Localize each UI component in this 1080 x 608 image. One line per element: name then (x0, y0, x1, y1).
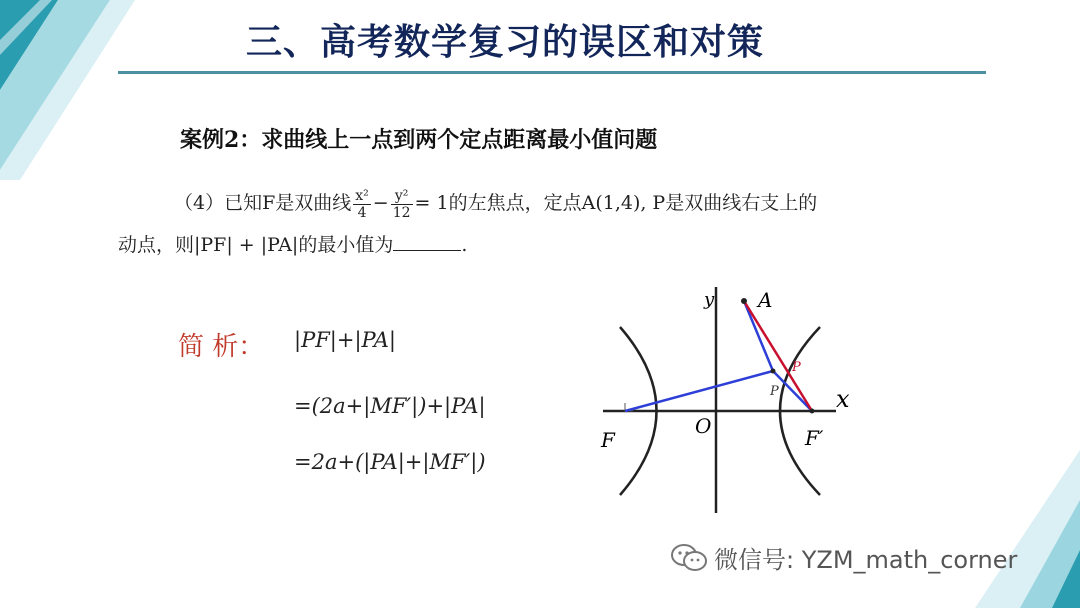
hyperbola-figure (598, 285, 858, 520)
case-title: 案例2：求曲线上一点到两个定点距离最小值问题 (180, 127, 658, 153)
segment-F-P (625, 371, 773, 411)
point-F2 (810, 409, 815, 414)
point-A (741, 298, 747, 304)
wechat-icon (670, 543, 708, 573)
analysis-step-1: |PF|+|PA| (294, 328, 396, 352)
label-y: y (704, 289, 715, 310)
footer-watermark (670, 540, 1017, 575)
fraction-y-numerator: y² (391, 188, 413, 205)
label-F: F (601, 428, 615, 452)
page-title: 三、高考数学复习的误区和对策 (246, 22, 765, 63)
title-divider (118, 71, 986, 74)
answer-blank (393, 236, 461, 251)
label-A: A (758, 288, 773, 312)
label-P-red: P (792, 360, 801, 375)
problem-part1: （4）已知F是双曲线 (174, 192, 352, 214)
label-x: x (836, 385, 850, 413)
label-F-prime: F′ (805, 426, 824, 450)
problem-text (118, 182, 938, 266)
problem-part2: = 1的左焦点，定点A(1,4), P是双曲线右支上的 (414, 192, 818, 214)
fraction-y (391, 188, 413, 221)
problem-end: . (461, 234, 468, 256)
analysis-step-3: =2a+(|PA|+|MF′|) (294, 450, 486, 474)
point-P (771, 369, 776, 374)
footer-text: 微信号: YZM_math_corner (714, 546, 1018, 574)
label-P-black: P (770, 384, 779, 399)
problem-line2: 动点，则|PF| + |PA|的最小值为 (118, 234, 394, 256)
fraction-x (353, 188, 371, 221)
bottom-right-decoration (960, 430, 1080, 608)
fraction-x-numerator: x² (355, 187, 369, 204)
analysis-step-2: =(2a+|MF′|)+|PA| (294, 394, 486, 418)
label-O: O (695, 414, 712, 438)
minus-sign: − (372, 192, 389, 214)
fraction-y-denominator: 12 (392, 204, 411, 221)
top-left-decoration (0, 0, 140, 180)
fraction-x-denominator: 4 (357, 204, 367, 221)
segment-P-F2 (773, 371, 812, 411)
analysis-label: 简 析： (178, 332, 265, 362)
